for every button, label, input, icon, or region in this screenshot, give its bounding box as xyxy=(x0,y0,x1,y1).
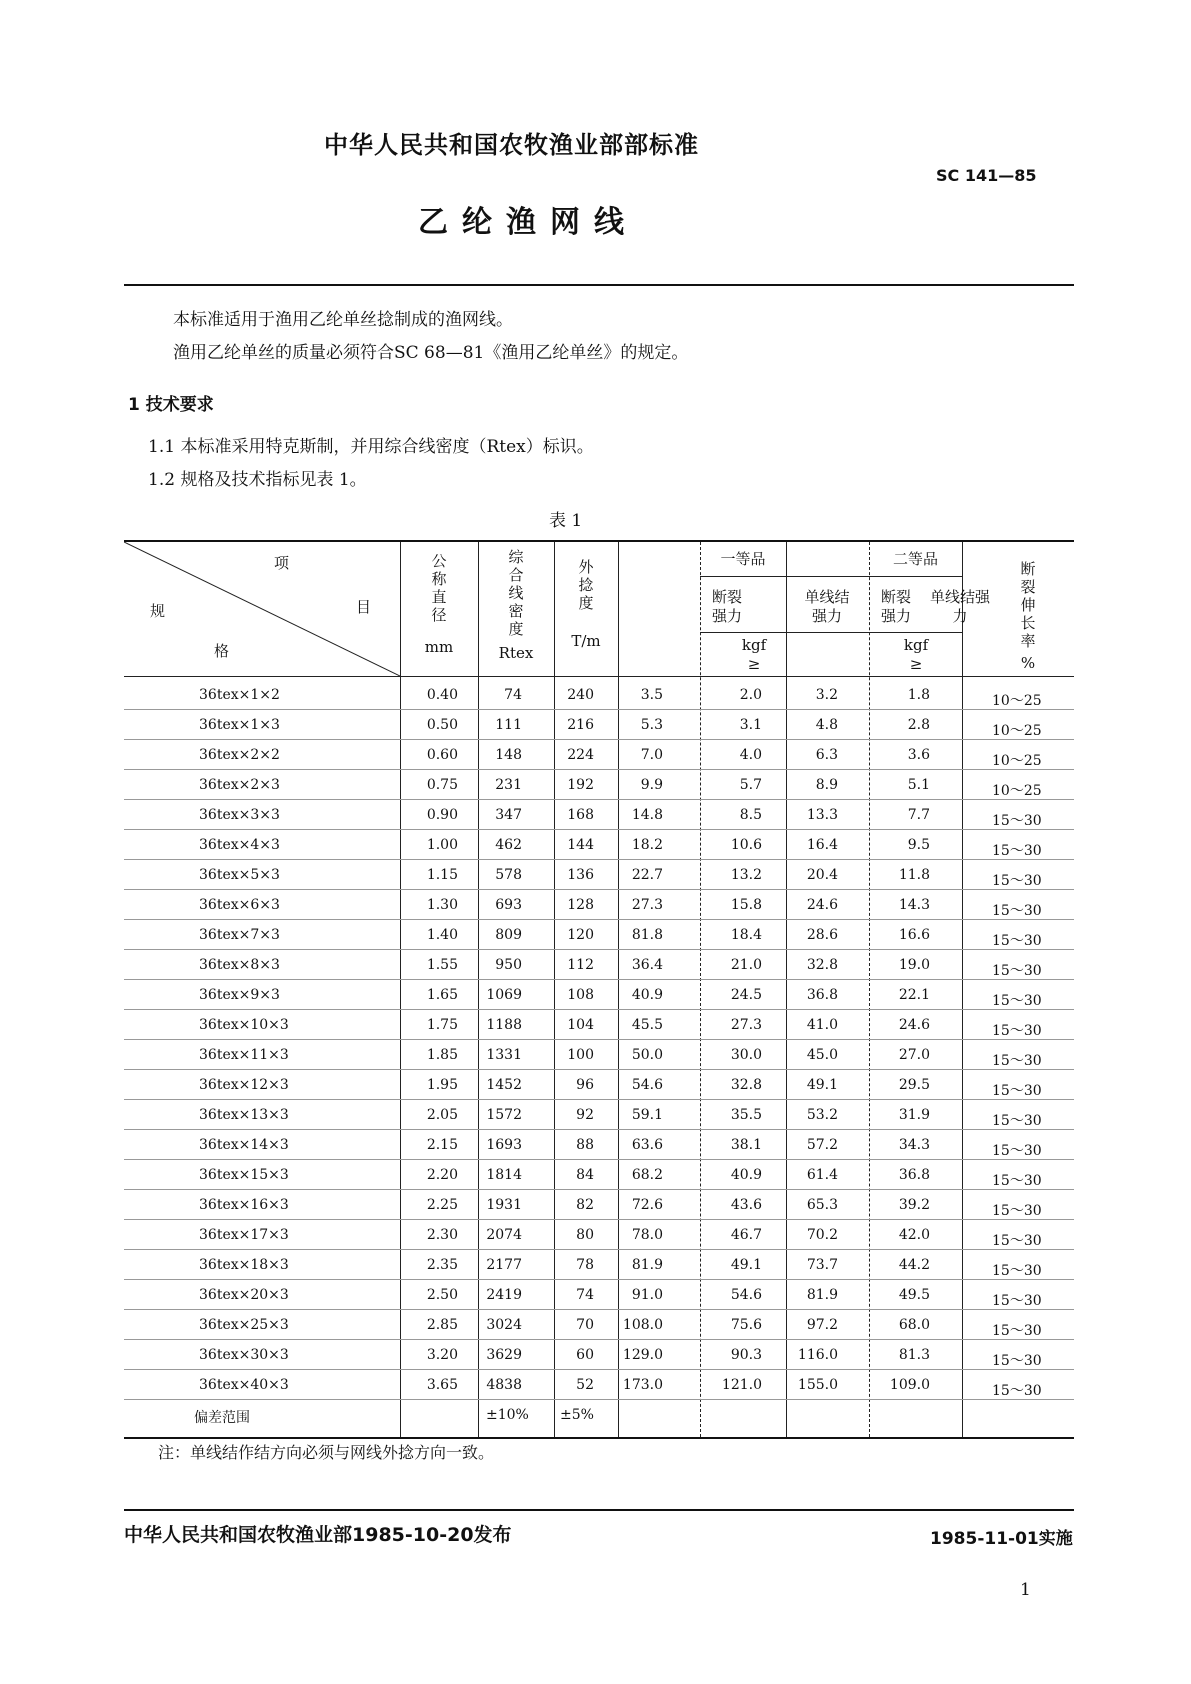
cell-density: 3024 xyxy=(486,1317,522,1333)
cell-twist: 168 xyxy=(567,807,594,823)
cell-g2-break: 4.8 xyxy=(815,717,838,733)
cell-g1-knot: 49.1 xyxy=(730,1257,762,1273)
section-1-1: 1.1 本标准采用特克斯制，并用综合线密度（Rtex）标识。 xyxy=(148,437,594,457)
cell-g2-break: 65.3 xyxy=(806,1197,838,1213)
cell-g1-knot: 24.5 xyxy=(730,987,762,1003)
header-density: 综合线密度 xyxy=(508,548,524,638)
cell-g1-knot: 27.3 xyxy=(730,1017,762,1033)
cell-g1-break: 108.0 xyxy=(622,1317,663,1333)
cell-twist: 100 xyxy=(567,1047,594,1063)
cell-spec: 36tex×14×3 xyxy=(199,1137,289,1153)
cell-g1-knot: 13.2 xyxy=(730,867,762,883)
table-row xyxy=(124,860,1074,890)
footer-rule xyxy=(124,1509,1074,1511)
cell-elongation: 15～30 xyxy=(992,993,1042,1009)
cell-diameter: 1.75 xyxy=(426,1017,458,1033)
cell-density: 1814 xyxy=(486,1167,522,1183)
cell-diameter: 2.85 xyxy=(426,1317,458,1333)
cell-g2-knot: 16.6 xyxy=(898,927,930,943)
cell-g2-knot: 11.8 xyxy=(898,867,930,883)
cell-spec: 36tex×2×2 xyxy=(199,747,280,763)
intro-line-2: 渔用乙纶单丝的质量必须符合SC 68—81《渔用乙纶单丝》的规定。 xyxy=(173,343,689,363)
cell-g1-break: 173.0 xyxy=(622,1377,663,1393)
cell-g2-break: 70.2 xyxy=(806,1227,838,1243)
cell-g2-break: 41.0 xyxy=(806,1017,838,1033)
cell-g2-knot: 81.3 xyxy=(898,1347,930,1363)
cell-g1-break: 129.0 xyxy=(622,1347,663,1363)
cell-g1-knot: 35.5 xyxy=(730,1107,762,1123)
cell-g1-break: 40.9 xyxy=(631,987,663,1003)
table-row xyxy=(124,800,1074,830)
cell-spec: 36tex×7×3 xyxy=(199,927,280,943)
cell-diameter: 2.35 xyxy=(426,1257,458,1273)
cell-spec: 36tex×11×3 xyxy=(199,1047,289,1063)
cell-diameter: 2.05 xyxy=(426,1107,458,1123)
cell-diameter: 1.00 xyxy=(426,837,458,853)
cell-diameter: 0.75 xyxy=(426,777,458,793)
cell-density: 462 xyxy=(495,837,522,853)
cell-spec: 36tex×30×3 xyxy=(199,1347,289,1363)
cell-diameter: 3.65 xyxy=(426,1377,458,1393)
cell-g2-break: 57.2 xyxy=(806,1137,838,1153)
cell-diameter: 1.40 xyxy=(426,927,458,943)
cell-elongation: 15～30 xyxy=(992,1233,1042,1249)
tolerance-density: ±10% xyxy=(486,1407,529,1423)
cell-twist: 104 xyxy=(567,1017,594,1033)
cell-g2-knot: 68.0 xyxy=(898,1317,930,1333)
cell-elongation: 15～30 xyxy=(992,1113,1042,1129)
cell-density: 1572 xyxy=(486,1107,522,1123)
cell-g1-break: 72.6 xyxy=(631,1197,663,1213)
tolerance-row xyxy=(124,1400,1074,1430)
cell-diameter: 0.90 xyxy=(426,807,458,823)
cell-g1-knot: 4.0 xyxy=(739,747,762,763)
cell-elongation: 15～30 xyxy=(992,873,1042,889)
cell-density: 693 xyxy=(495,897,522,913)
cell-elongation: 10～25 xyxy=(992,723,1042,739)
table-row xyxy=(124,1220,1074,1250)
cell-g1-knot: 10.6 xyxy=(730,837,762,853)
cell-elongation: 15～30 xyxy=(992,1353,1042,1369)
header-twist: 外捻度 xyxy=(578,558,594,612)
cell-g2-break: 116.0 xyxy=(797,1347,838,1363)
intro-line-1: 本标准适用于渔用乙纶单丝捻制成的渔网线。 xyxy=(173,310,513,330)
cell-g2-break: 13.3 xyxy=(806,807,838,823)
header-g1-unit: kgf xyxy=(741,636,767,654)
cell-density: 1331 xyxy=(486,1047,522,1063)
cell-g2-knot: 7.7 xyxy=(907,807,930,823)
cell-spec: 36tex×8×3 xyxy=(199,957,280,973)
cell-elongation: 15～30 xyxy=(992,1143,1042,1159)
cell-g2-knot: 109.0 xyxy=(889,1377,930,1393)
table-row xyxy=(124,1340,1074,1370)
cell-spec: 36tex×25×3 xyxy=(199,1317,289,1333)
cell-g1-knot: 8.5 xyxy=(739,807,762,823)
table-row xyxy=(124,980,1074,1010)
cell-g1-knot: 18.4 xyxy=(730,927,762,943)
cell-g1-break: 54.6 xyxy=(631,1077,663,1093)
cell-twist: 80 xyxy=(576,1227,594,1243)
cell-spec: 36tex×5×3 xyxy=(199,867,280,883)
cell-twist: 52 xyxy=(576,1377,594,1393)
cell-elongation: 15～30 xyxy=(992,1173,1042,1189)
cell-g2-knot: 2.8 xyxy=(907,717,930,733)
cell-elongation: 15～30 xyxy=(992,1263,1042,1279)
corner-item-label: 项 xyxy=(274,554,290,572)
cell-g2-knot: 24.6 xyxy=(898,1017,930,1033)
cell-elongation: 15～30 xyxy=(992,843,1042,859)
cell-twist: 88 xyxy=(576,1137,594,1153)
cell-twist: 128 xyxy=(567,897,594,913)
cell-density: 231 xyxy=(495,777,522,793)
cell-g2-break: 24.6 xyxy=(806,897,838,913)
standard-code: SC 141—85 xyxy=(936,166,1037,185)
cell-twist: 224 xyxy=(567,747,594,763)
cell-spec: 36tex×2×3 xyxy=(199,777,280,793)
header-g1-knot: 单线结强力 xyxy=(804,588,850,625)
header-density-unit: Rtex xyxy=(498,644,534,662)
cell-g2-break: 8.9 xyxy=(815,777,838,793)
header-rule xyxy=(700,576,962,577)
spec-table xyxy=(124,540,1074,1439)
cell-g1-break: 68.2 xyxy=(631,1167,663,1183)
cell-diameter: 2.20 xyxy=(426,1167,458,1183)
cell-elongation: 15～30 xyxy=(992,963,1042,979)
cell-elongation: 15～30 xyxy=(992,1293,1042,1309)
cell-diameter: 2.15 xyxy=(426,1137,458,1153)
table-note: 注：单线结作结方向必须与网线外捻方向一致。 xyxy=(158,1443,495,1462)
header-diameter: 公称直径 xyxy=(431,552,447,624)
header-rule xyxy=(700,632,962,633)
cell-spec: 36tex×10×3 xyxy=(199,1017,289,1033)
header-diameter-unit: mm xyxy=(424,638,454,656)
table-row xyxy=(124,710,1074,740)
cell-twist: 192 xyxy=(567,777,594,793)
cell-g2-break: 28.6 xyxy=(806,927,838,943)
cell-g2-knot: 19.0 xyxy=(898,957,930,973)
cell-density: 1069 xyxy=(486,987,522,1003)
cell-spec: 36tex×20×3 xyxy=(199,1287,289,1303)
cell-g2-break: 36.8 xyxy=(806,987,838,1003)
cell-g2-break: 16.4 xyxy=(806,837,838,853)
cell-g2-break: 155.0 xyxy=(797,1377,838,1393)
cell-elongation: 15～30 xyxy=(992,1203,1042,1219)
cell-diameter: 2.50 xyxy=(426,1287,458,1303)
cell-diameter: 1.85 xyxy=(426,1047,458,1063)
cell-g1-knot: 32.8 xyxy=(730,1077,762,1093)
cell-spec: 36tex×9×3 xyxy=(199,987,280,1003)
cell-g2-knot: 9.5 xyxy=(907,837,930,853)
cell-g1-break: 59.1 xyxy=(631,1107,663,1123)
cell-g2-break: 45.0 xyxy=(806,1047,838,1063)
cell-g1-break: 22.7 xyxy=(631,867,663,883)
table-row xyxy=(124,830,1074,860)
cell-g1-knot: 54.6 xyxy=(730,1287,762,1303)
cell-g2-knot: 22.1 xyxy=(898,987,930,1003)
cell-twist: 60 xyxy=(576,1347,594,1363)
header-g2-break: 断裂强力 xyxy=(880,588,911,625)
cell-g2-knot: 31.9 xyxy=(898,1107,930,1123)
cell-spec: 36tex×3×3 xyxy=(199,807,280,823)
cell-diameter: 1.55 xyxy=(426,957,458,973)
header-bottom-rule xyxy=(124,676,1074,677)
cell-elongation: 15～30 xyxy=(992,1383,1042,1399)
cell-g1-knot: 2.0 xyxy=(739,687,762,703)
cell-g1-knot: 30.0 xyxy=(730,1047,762,1063)
cell-g2-knot: 44.2 xyxy=(898,1257,930,1273)
cell-twist: 216 xyxy=(567,717,594,733)
corner-gui-label: 规 xyxy=(150,602,166,620)
effective-date: 1985-11-01实施 xyxy=(930,1529,1073,1549)
cell-spec: 36tex×16×3 xyxy=(199,1197,289,1213)
cell-g1-knot: 121.0 xyxy=(721,1377,762,1393)
cell-twist: 78 xyxy=(576,1257,594,1273)
cell-density: 2074 xyxy=(486,1227,522,1243)
publish-info: 中华人民共和国农牧渔业部1985-10-20发布 xyxy=(124,1524,512,1546)
cell-density: 950 xyxy=(495,957,522,973)
table-row xyxy=(124,680,1074,710)
corner-mu-label: 目 xyxy=(356,598,372,616)
cell-twist: 96 xyxy=(576,1077,594,1093)
cell-g1-break: 7.0 xyxy=(640,747,663,763)
document-title: 乙纶渔网线 xyxy=(418,205,638,240)
table-row xyxy=(124,950,1074,980)
cell-g2-break: 49.1 xyxy=(806,1077,838,1093)
cell-diameter: 2.25 xyxy=(426,1197,458,1213)
cell-g1-break: 63.6 xyxy=(631,1137,663,1153)
cell-elongation: 10～25 xyxy=(992,753,1042,769)
cell-diameter: 1.30 xyxy=(426,897,458,913)
cell-density: 2177 xyxy=(486,1257,522,1273)
cell-density: 1693 xyxy=(486,1137,522,1153)
cell-spec: 36tex×18×3 xyxy=(199,1257,289,1273)
cell-density: 148 xyxy=(495,747,522,763)
cell-g2-break: 97.2 xyxy=(806,1317,838,1333)
table-row xyxy=(124,1100,1074,1130)
cell-g1-break: 27.3 xyxy=(631,897,663,913)
table-row xyxy=(124,1370,1074,1400)
cell-twist: 82 xyxy=(576,1197,594,1213)
cell-g1-break: 18.2 xyxy=(631,837,663,853)
cell-g2-knot: 39.2 xyxy=(898,1197,930,1213)
cell-spec: 36tex×17×3 xyxy=(199,1227,289,1243)
cell-g1-knot: 46.7 xyxy=(730,1227,762,1243)
cell-density: 1931 xyxy=(486,1197,522,1213)
cell-twist: 84 xyxy=(576,1167,594,1183)
table-row xyxy=(124,770,1074,800)
cell-g1-knot: 5.7 xyxy=(739,777,762,793)
header-g1-break: 断裂强力 xyxy=(711,588,742,625)
page-number: 1 xyxy=(1020,1580,1031,1600)
table-row xyxy=(124,1130,1074,1160)
cell-elongation: 15～30 xyxy=(992,903,1042,919)
cell-spec: 36tex×12×3 xyxy=(199,1077,289,1093)
cell-g2-knot: 5.1 xyxy=(907,777,930,793)
cell-g2-break: 53.2 xyxy=(806,1107,838,1123)
cell-spec: 36tex×13×3 xyxy=(199,1107,289,1123)
cell-g1-break: 81.8 xyxy=(631,927,663,943)
cell-elongation: 10～25 xyxy=(992,693,1042,709)
header-twist-unit: T/m xyxy=(571,632,601,650)
cell-density: 578 xyxy=(495,867,522,883)
table-row xyxy=(124,1250,1074,1280)
cell-density: 4838 xyxy=(486,1377,522,1393)
cell-diameter: 2.30 xyxy=(426,1227,458,1243)
cell-g2-break: 81.9 xyxy=(806,1287,838,1303)
cell-g1-knot: 43.6 xyxy=(730,1197,762,1213)
corner-ge-label: 格 xyxy=(214,642,230,660)
header-rule xyxy=(124,284,1074,286)
cell-elongation: 10～25 xyxy=(992,783,1042,799)
cell-diameter: 0.60 xyxy=(426,747,458,763)
cell-g2-knot: 49.5 xyxy=(898,1287,930,1303)
cell-g2-break: 6.3 xyxy=(815,747,838,763)
cell-density: 809 xyxy=(495,927,522,943)
header-grade-2: 二等品 xyxy=(892,550,938,568)
cell-twist: 120 xyxy=(567,927,594,943)
cell-g1-knot: 90.3 xyxy=(730,1347,762,1363)
cell-g2-break: 3.2 xyxy=(815,687,838,703)
header-g2-knot: 单线结强力 xyxy=(930,588,991,625)
cell-g1-break: 45.5 xyxy=(631,1017,663,1033)
cell-g1-knot: 3.1 xyxy=(739,717,762,733)
header-elongation-unit: % xyxy=(1020,654,1036,672)
cell-g1-break: 9.9 xyxy=(640,777,663,793)
cell-diameter: 0.50 xyxy=(426,717,458,733)
cell-twist: 240 xyxy=(567,687,594,703)
cell-spec: 36tex×1×3 xyxy=(199,717,280,733)
tolerance-twist: ±5% xyxy=(560,1407,594,1423)
cell-density: 1452 xyxy=(486,1077,522,1093)
cell-g1-knot: 75.6 xyxy=(730,1317,762,1333)
cell-g2-knot: 36.8 xyxy=(898,1167,930,1183)
cell-twist: 92 xyxy=(576,1107,594,1123)
cell-g2-knot: 42.0 xyxy=(898,1227,930,1243)
section-1-2: 1.2 规格及技术指标见表 1。 xyxy=(148,470,367,490)
cell-g1-break: 50.0 xyxy=(631,1047,663,1063)
cell-spec: 36tex×15×3 xyxy=(199,1167,289,1183)
table-row xyxy=(124,1160,1074,1190)
cell-density: 3629 xyxy=(486,1347,522,1363)
cell-twist: 144 xyxy=(567,837,594,853)
cell-g2-knot: 29.5 xyxy=(898,1077,930,1093)
cell-twist: 74 xyxy=(576,1287,594,1303)
header-elongation: 断裂伸长率 xyxy=(1020,560,1036,650)
table-row xyxy=(124,1070,1074,1100)
cell-g2-break: 20.4 xyxy=(806,867,838,883)
table-row xyxy=(124,920,1074,950)
cell-spec: 36tex×4×3 xyxy=(199,837,280,853)
cell-diameter: 1.95 xyxy=(426,1077,458,1093)
cell-diameter: 0.40 xyxy=(426,687,458,703)
header-grade-1: 一等品 xyxy=(720,550,766,568)
cell-g1-break: 14.8 xyxy=(631,807,663,823)
cell-elongation: 15～30 xyxy=(992,1083,1042,1099)
cell-g1-break: 91.0 xyxy=(631,1287,663,1303)
issuing-organization: 中华人民共和国农牧渔业部部标准 xyxy=(324,131,699,159)
table-row xyxy=(124,1280,1074,1310)
cell-g2-break: 73.7 xyxy=(806,1257,838,1273)
header-g1-ge: ≥ xyxy=(747,655,761,673)
cell-g1-break: 81.9 xyxy=(631,1257,663,1273)
cell-density: 74 xyxy=(504,687,522,703)
tolerance-label: 偏差范围 xyxy=(194,1410,250,1426)
table-row xyxy=(124,1310,1074,1340)
cell-g2-knot: 3.6 xyxy=(907,747,930,763)
table-row xyxy=(124,1190,1074,1220)
cell-diameter: 1.15 xyxy=(426,867,458,883)
cell-spec: 36tex×40×3 xyxy=(199,1377,289,1393)
cell-g1-knot: 15.8 xyxy=(730,897,762,913)
cell-twist: 112 xyxy=(567,957,594,973)
cell-g1-break: 78.0 xyxy=(631,1227,663,1243)
cell-density: 347 xyxy=(495,807,522,823)
cell-diameter: 1.65 xyxy=(426,987,458,1003)
cell-spec: 36tex×6×3 xyxy=(199,897,280,913)
table-row xyxy=(124,1040,1074,1070)
header-g2-ge: ≥ xyxy=(909,655,923,673)
table-row xyxy=(124,890,1074,920)
cell-g2-break: 32.8 xyxy=(806,957,838,973)
cell-density: 2419 xyxy=(486,1287,522,1303)
cell-g2-knot: 27.0 xyxy=(898,1047,930,1063)
cell-g1-knot: 38.1 xyxy=(730,1137,762,1153)
cell-g1-break: 36.4 xyxy=(631,957,663,973)
cell-twist: 70 xyxy=(576,1317,594,1333)
cell-elongation: 15～30 xyxy=(992,1023,1042,1039)
cell-g1-break: 5.3 xyxy=(640,717,663,733)
cell-twist: 108 xyxy=(567,987,594,1003)
table-caption: 表 1 xyxy=(549,511,583,531)
cell-g1-knot: 21.0 xyxy=(730,957,762,973)
cell-g2-knot: 1.8 xyxy=(907,687,930,703)
cell-g1-knot: 40.9 xyxy=(730,1167,762,1183)
header-g2-unit: kgf xyxy=(903,636,929,654)
cell-density: 111 xyxy=(495,717,522,733)
cell-elongation: 15～30 xyxy=(992,1323,1042,1339)
cell-g2-knot: 14.3 xyxy=(898,897,930,913)
cell-elongation: 15～30 xyxy=(992,813,1042,829)
cell-twist: 136 xyxy=(567,867,594,883)
cell-spec: 36tex×1×2 xyxy=(199,687,280,703)
cell-elongation: 15～30 xyxy=(992,1053,1042,1069)
cell-elongation: 15～30 xyxy=(992,933,1042,949)
section-1-heading: 1 技术要求 xyxy=(128,395,214,415)
cell-g2-break: 61.4 xyxy=(806,1167,838,1183)
cell-g2-knot: 34.3 xyxy=(898,1137,930,1153)
cell-g1-break: 3.5 xyxy=(640,687,663,703)
table-row xyxy=(124,740,1074,770)
table-row xyxy=(124,1010,1074,1040)
cell-diameter: 3.20 xyxy=(426,1347,458,1363)
cell-density: 1188 xyxy=(486,1017,522,1033)
